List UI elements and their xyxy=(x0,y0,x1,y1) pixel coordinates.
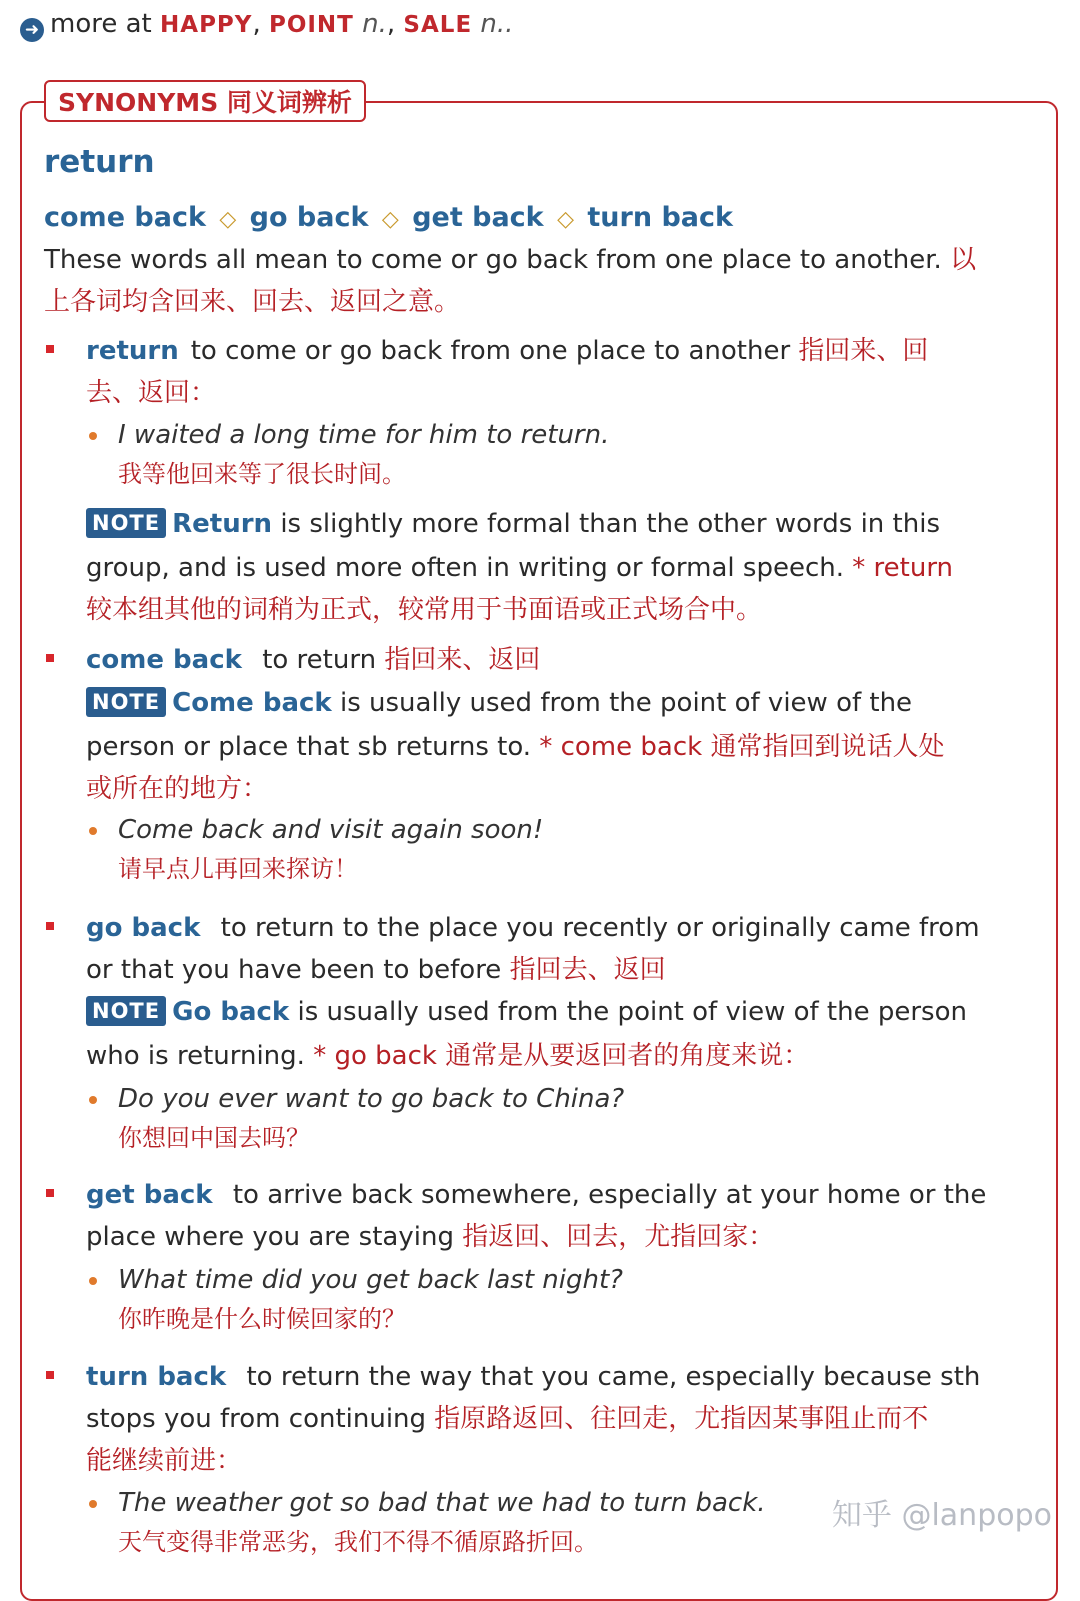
synonym-headword: return xyxy=(44,144,155,180)
note-badge: NOTE xyxy=(86,687,166,717)
entry-def-en: to return to the place you recently or originally came from xyxy=(220,913,980,943)
synonym-go-back[interactable]: go back xyxy=(249,202,369,233)
entry-def-zh: 指返回、回去，尤指回家： xyxy=(462,1222,775,1252)
entry-term: come back xyxy=(86,645,242,675)
note-en: person or place that sb returns to. xyxy=(86,732,532,762)
example-go-back xyxy=(118,1078,1038,1156)
entry-def-en: or that you have been to before xyxy=(86,955,502,985)
xref-prefix: more at xyxy=(50,9,152,39)
example-en: Come back and visit again soon! xyxy=(118,815,544,845)
intro-zh-a: 以 xyxy=(950,245,977,275)
intro-text xyxy=(44,239,1044,323)
note-term: Return xyxy=(172,509,273,539)
cross-reference-line xyxy=(20,6,513,43)
entry-bullet xyxy=(46,1371,54,1379)
note-return xyxy=(86,502,1046,630)
xref-sep: , xyxy=(386,9,396,39)
example-turn-back xyxy=(118,1482,818,1560)
star-icon: * xyxy=(539,732,553,762)
example-zh: 你想回中国去吗？ xyxy=(118,1124,310,1152)
synonym-turn-back[interactable]: turn back xyxy=(587,202,733,233)
entry-term: turn back xyxy=(86,1362,227,1392)
example-en: The weather got so bad that we had to turn back. xyxy=(118,1488,766,1518)
xref-link-point[interactable]: POINT xyxy=(268,12,354,38)
note-en: is usually used from the point of view of the person xyxy=(297,997,967,1027)
example-en: What time did you get back last night? xyxy=(118,1265,623,1295)
xref-link-sale[interactable]: SALE xyxy=(403,12,473,38)
note-en: is slightly more formal than the other words in this xyxy=(280,509,940,539)
xref-end: . xyxy=(505,9,514,39)
note-en: group, and is used more often in writing or formal speech. xyxy=(86,553,844,583)
diamond-icon: ◇ xyxy=(219,207,237,232)
entry-def-zh: 能继续前进： xyxy=(86,1446,243,1476)
entry-def-en: place where you are staying xyxy=(86,1222,454,1252)
arrow-right-icon[interactable]: ➜ xyxy=(20,18,44,42)
entry-term: return xyxy=(86,336,179,366)
note-en: who is returning. xyxy=(86,1041,305,1071)
example-en: Do you ever want to go back to China? xyxy=(118,1084,625,1114)
star-icon: * xyxy=(313,1041,327,1071)
xref-sep: , xyxy=(252,9,261,39)
synonym-come-back[interactable]: come back xyxy=(44,202,206,233)
note-go-back xyxy=(86,990,1046,1078)
entry-go-back xyxy=(86,907,1046,991)
entry-def-zh: 指回去、返回 xyxy=(509,955,666,985)
entry-def-en: to arrive back somewhere, especially at your home or the xyxy=(232,1180,987,1210)
example-zh: 你昨晚是什么时候回家的？ xyxy=(118,1305,406,1333)
example-return xyxy=(118,414,1038,492)
entry-def-zh: 指回来、返回 xyxy=(384,645,541,675)
example-zh: 请早点儿再回来探访！ xyxy=(118,855,358,883)
watermark: 知乎 @lanpopo xyxy=(831,1498,1052,1533)
example-dot xyxy=(89,1277,97,1285)
diamond-icon: ◇ xyxy=(381,207,399,232)
entry-def-zh: 指原路返回、往回走，尤指因某事阻止而不 xyxy=(434,1404,929,1434)
note-zh-term: go back xyxy=(334,1041,437,1071)
synonym-get-back[interactable]: get back xyxy=(412,202,544,233)
note-badge: NOTE xyxy=(86,996,166,1026)
entry-term: go back xyxy=(86,913,201,943)
example-dot xyxy=(89,1096,97,1104)
entry-bullet xyxy=(46,345,54,353)
note-term: Come back xyxy=(172,688,332,718)
entry-bullet xyxy=(46,654,54,662)
example-dot xyxy=(89,827,97,835)
note-zh: 较本组其他的词稍为正式，较常用于书面语或正式场合中。 xyxy=(86,595,763,625)
xref-pos: n. xyxy=(480,9,506,39)
intro-en: These words all mean to come or go back from one place to another. xyxy=(44,245,942,275)
diamond-icon: ◇ xyxy=(557,207,574,232)
entry-def-en: to come or go back from one place to another xyxy=(190,336,791,366)
example-come-back xyxy=(118,809,1038,887)
xref-link-happy[interactable]: HAPPY xyxy=(160,12,253,38)
xref-pos: n. xyxy=(362,9,387,39)
note-zh-term: return xyxy=(873,553,954,583)
entry-def-zh: 指回来、回 xyxy=(798,336,929,366)
synonym-list xyxy=(44,199,733,239)
example-get-back xyxy=(118,1259,1038,1337)
entry-return xyxy=(86,330,1046,414)
entry-come-back xyxy=(86,639,1046,681)
note-zh: 通常指回到说话人处 xyxy=(710,732,945,762)
entry-def-en: to return xyxy=(262,645,377,675)
note-zh: 或所在的地方： xyxy=(86,774,269,804)
note-term: Go back xyxy=(172,997,290,1027)
entry-def-en: to return the way that you came, especially because sth xyxy=(246,1362,981,1392)
example-dot xyxy=(89,1500,97,1508)
example-zh: 我等他回来等了很长时间。 xyxy=(118,460,406,488)
note-come-back xyxy=(86,681,1046,809)
entry-get-back xyxy=(86,1174,1046,1258)
note-zh-term: come back xyxy=(560,732,703,762)
star-icon: * xyxy=(852,553,866,583)
entry-turn-back xyxy=(86,1356,1046,1482)
example-zh: 天气变得非常恶劣，我们不得不循原路折回。 xyxy=(118,1528,598,1556)
entry-bullet xyxy=(46,1189,54,1197)
note-zh: 通常是从要返回者的角度来说： xyxy=(445,1041,810,1071)
note-en: is usually used from the point of view of the xyxy=(339,688,913,718)
intro-zh-b: 上各词均含回来、回去、返回之意。 xyxy=(44,287,461,317)
entry-term: get back xyxy=(86,1180,213,1210)
entry-def-en: stops you from continuing xyxy=(86,1404,427,1434)
entry-def-zh: 去、返回： xyxy=(86,378,217,408)
example-dot xyxy=(89,432,97,440)
entry-bullet xyxy=(46,922,54,930)
example-en: I waited a long time for him to return. xyxy=(118,420,610,450)
note-badge: NOTE xyxy=(86,508,166,538)
synonyms-tag: SYNONYMS 同义词辨析 xyxy=(44,80,366,122)
